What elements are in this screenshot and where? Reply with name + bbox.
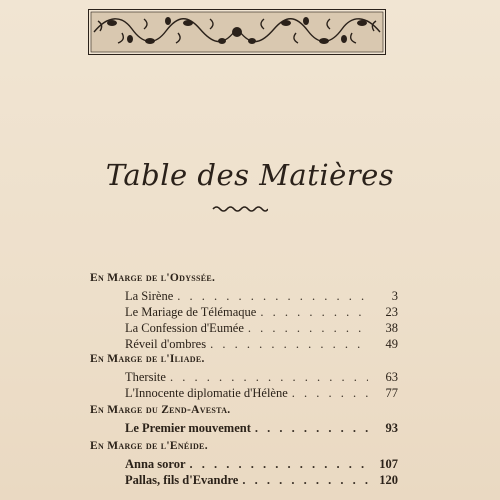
- entry-title: Réveil d'ombres: [125, 337, 207, 351]
- entry-page: 77: [385, 386, 398, 400]
- entry-page: 38: [385, 321, 398, 335]
- section-heading-iliade: En Marge de l'Iliade.: [90, 353, 205, 365]
- entry-title: La Sirène: [125, 289, 174, 303]
- toc-entry: [125, 289, 398, 305]
- toc-entry: [125, 321, 398, 337]
- entry-title: Thersite: [125, 370, 166, 384]
- dot-leader: [255, 421, 368, 436]
- dot-leader: [190, 457, 368, 472]
- entry-page: 3: [391, 289, 398, 303]
- section-heading-eneide: En Marge de l'Enéide.: [90, 440, 208, 452]
- toc-entry: [125, 473, 398, 489]
- dot-leader: [177, 289, 368, 304]
- entry-page: 23: [385, 305, 398, 319]
- entry-page: 107: [379, 457, 398, 471]
- entry-page: 93: [385, 421, 398, 435]
- toc-entry: [125, 386, 398, 402]
- entry-title: Pallas, fils d'Evandre: [125, 473, 239, 487]
- entry-page: 120: [379, 473, 398, 487]
- entry-title: Le Premier mouvement: [125, 421, 251, 435]
- section-heading-zend-avesta: En Marge du Zend-Avesta.: [90, 404, 231, 416]
- entry-title: La Confession d'Eumée: [125, 321, 244, 335]
- toc-entry: [125, 457, 398, 473]
- dot-leader: [242, 473, 368, 488]
- toc-entry: [125, 421, 398, 437]
- dot-leader: [210, 337, 368, 352]
- toc-entry: [125, 370, 398, 386]
- section-heading-odyssee: En Marge de l'Odyssée.: [90, 272, 216, 284]
- entry-page: 63: [385, 370, 398, 384]
- entry-title: Anna soror: [125, 457, 186, 471]
- entry-page: 49: [385, 337, 398, 351]
- toc-entry: [125, 337, 398, 353]
- dot-leader: [260, 305, 368, 320]
- entry-title: L'Innocente diplomatie d'Hélène: [125, 386, 288, 400]
- dot-leader: [292, 386, 368, 401]
- dot-leader: [170, 370, 368, 385]
- dot-leader: [248, 321, 368, 336]
- page-title: Table des Matières: [105, 158, 395, 192]
- entry-title: Le Mariage de Télémaque: [125, 305, 257, 319]
- toc-entry: [125, 305, 398, 321]
